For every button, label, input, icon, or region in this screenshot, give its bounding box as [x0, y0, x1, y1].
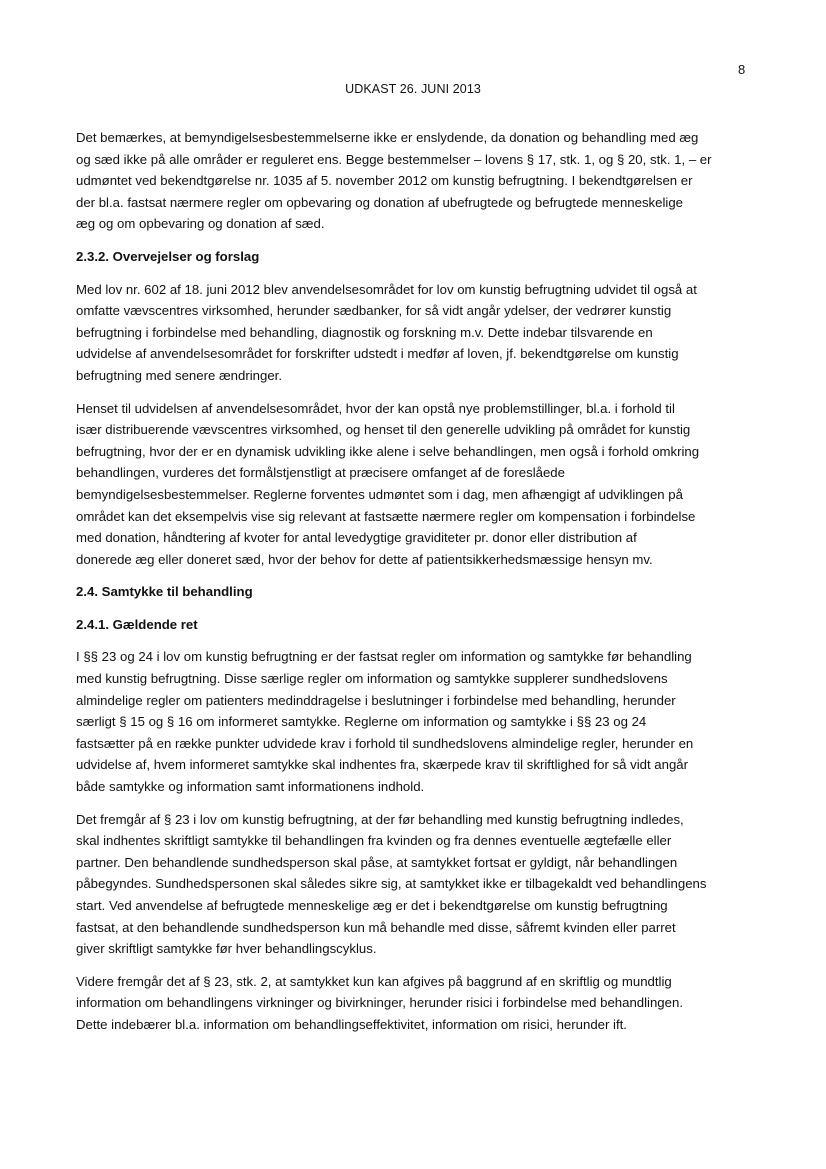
- text-line: 2.3.2. Overvejelser og forslag: [76, 248, 260, 264]
- text-line: med donation, håndtering af kvoter for antal levedygtige graviditeter pr. donor eller distribution af: [76, 530, 637, 546]
- text-line: donerede æg eller doneret sæd, hvor der behov for dette af patientsikkerhedsmæssige hensyn mv.: [76, 551, 653, 567]
- text-line: Det fremgår af § 23 i lov om kunstig befrugtning, at der før behandling med kunstig befrugtning indledes,: [76, 811, 684, 827]
- text-line: giver skriftligt samtykke før hver behandlingscyklus.: [76, 941, 377, 957]
- text-line: fastsat, at den behandlende sundhedsperson kun må behandle med disse, såfremt kvinden eller parret: [76, 919, 676, 935]
- section-heading: [76, 246, 752, 268]
- text-line: skal indhentes skriftligt samtykke til behandlingen fra kvinden og fra dennes eventuelle ægtefælle eller: [76, 833, 672, 849]
- paragraph: [76, 127, 752, 235]
- text-line: I §§ 23 og 24 i lov om kunstig befrugtning er der fastsat regler om information og samtykke før behandling: [76, 649, 692, 665]
- paragraph: [76, 971, 752, 1036]
- text-line: især distribuerende vævscentres virksomhed, og henset til den generelle udvikling på området for kunstig: [76, 422, 691, 438]
- text-line: bemyndigelsesbestemmelser. Reglerne forventes udmøntet som i dag, men afhængigt af udviklingen på: [76, 486, 683, 502]
- text-line: Det bemærkes, at bemyndigelsesbestemmelserne ikke er enslydende, da donation og behandling med æg: [76, 130, 699, 145]
- section-heading: [76, 614, 752, 636]
- text-line: udmøntet ved bekendtgørelse nr. 1035 af 5. november 2012 om kunstig befrugtning. I bekendtgørelsen er: [76, 173, 693, 189]
- text-line: 2.4. Samtykke til behandling: [76, 584, 253, 600]
- text-line: Henset til udvidelsen af anvendelsesområdet, hvor der kan opstå nye problemstillinger, bl.a. i forhold til: [76, 400, 675, 416]
- page-header: UDKAST 26. JUNI 2013: [345, 82, 481, 96]
- text-line: området kan det eksempelvis vise sig relevant at fastsætte nærmere regler om kompensation i forbindelse: [76, 508, 696, 524]
- paragraph: [76, 646, 752, 797]
- text-line: Dette indebærer bl.a. information om behandlingseffektivitet, information om risici, herunder ift.: [76, 1016, 627, 1032]
- text-line: Videre fremgår det af § 23, stk. 2, at samtykket kun kan afgives på baggrund af en skriftlig og mundtlig: [76, 973, 672, 989]
- text-line: der bl.a. fastsat nærmere regler om opbevaring og donation af ubefrugtede og befrugtede menneskelige: [76, 194, 684, 210]
- text-line: omfatte vævscentres virksomhed, herunder sædbanker, for så vidt angår ydelser, der vedrører kunstig: [76, 303, 672, 319]
- text-line: befrugtning i forbindelse med behandling, diagnostik og forskning m.v. Dette indebar tilsvarende en: [76, 324, 653, 340]
- text-line: æg og om opbevaring og donation af sæd.: [76, 216, 325, 232]
- text-line: almindelige regler om patienters medinddragelse i beslutninger i forbindelse med behandling, herunder: [76, 692, 676, 708]
- paragraph: [76, 809, 752, 960]
- text-line: udvidelse af anvendelsesområdet for forskrifter udstedt i medfør af loven, jf. bekendtgørelse om kunstig: [76, 346, 679, 362]
- text-line: både samtykke og information samt informationens indhold.: [76, 779, 425, 795]
- text-line: påbegyndes. Sundhedspersonen skal således sikre sig, at samtykket ikke er tilbagekaldt ved behandlingens: [76, 876, 707, 892]
- section-heading: [76, 581, 752, 603]
- page-number: 8: [738, 62, 746, 77]
- paragraph: [76, 279, 752, 387]
- text-line: og sæd ikke på alle områder er reguleret ens. Begge bestemmelser – lovens § 17, stk. 1, og § 20, stk. 1, – er: [76, 151, 712, 167]
- text-line: Med lov nr. 602 af 18. juni 2012 blev anvendelsesområdet for lov om kunstig befrugtning udvidet til også at: [76, 281, 697, 297]
- paragraph: [76, 398, 752, 571]
- text-line: udvidelse af, hvem informeret samtykke skal indhentes fra, skærpede krav til skriftlighed for så vidt angår: [76, 757, 689, 773]
- text-line: fastsætter på en række punkter udvidede krav i forhold til sundhedslovens almindelige regler, herunder en: [76, 735, 694, 751]
- document-body: [76, 127, 752, 1047]
- text-line: 2.4.1. Gældende ret: [76, 616, 198, 632]
- text-line: befrugtning, hvor der er en dynamisk udvikling ikke alene i selve behandlingen, men også i forhold omkring: [76, 443, 700, 459]
- text-line: behandlingen, vurderes det formålstjenstligt at præcisere omfanget af de foreslåede: [76, 465, 565, 481]
- text-line: partner. Den behandlende sundhedsperson skal påse, at samtykket fortsat er gyldigt, når behandlingen: [76, 854, 678, 870]
- text-line: befrugtning med senere ændringer.: [76, 367, 283, 383]
- text-line: information om behandlingens virkninger og bivirkninger, herunder risici i forbindelse med behandlingen.: [76, 995, 683, 1011]
- text-line: særligt § 15 og § 16 om informeret samtykke. Reglerne om information og samtykke i §§ 23 og 24: [76, 714, 647, 730]
- text-line: med kunstig befrugtning. Disse særlige regler om information og samtykke supplerer sundhedslovens: [76, 671, 668, 687]
- text-line: start. Ved anvendelse af befrugtede menneskelige æg er det i bekendtgørelse om kunstig befrugtning: [76, 898, 668, 913]
